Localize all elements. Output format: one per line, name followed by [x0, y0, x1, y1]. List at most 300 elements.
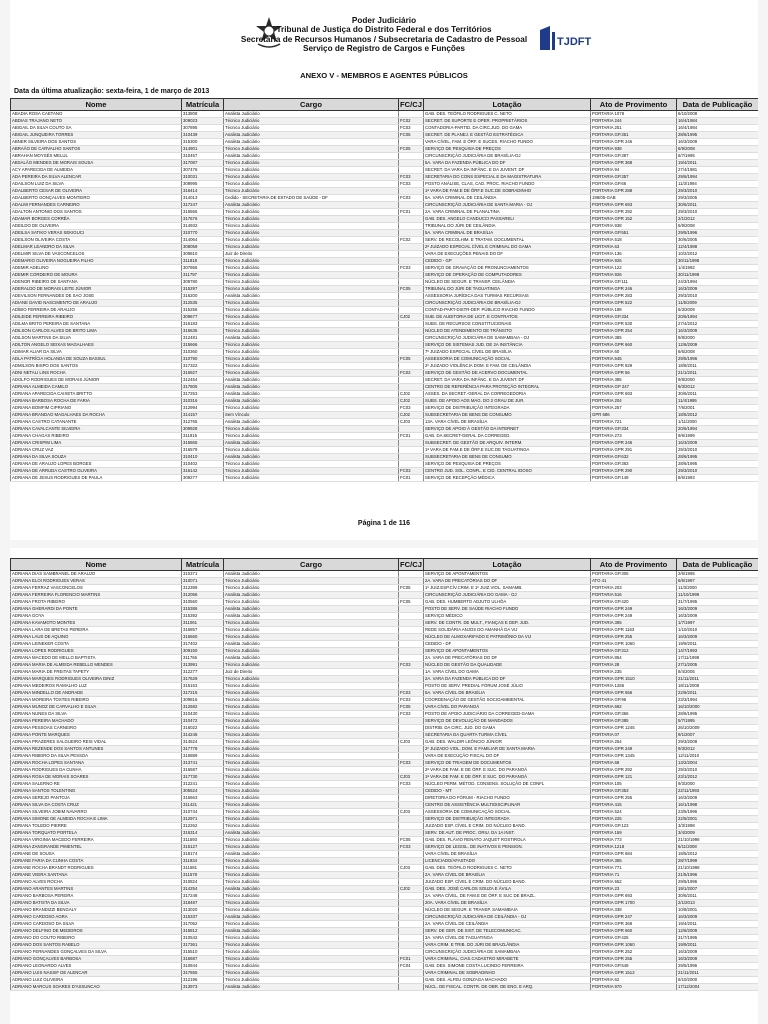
name-cell: ADELMAR LEANDRO DA SILVA — [11, 244, 182, 251]
name-cell: ADRIANA REZENDE DOS SANTOS ANTUNES — [11, 746, 182, 753]
name-cell: ADRIANA MINDELLO DE ANDRADE — [11, 690, 182, 697]
unit-cell: CIRCUNSCRIÇÃO JUDICIÁRIA DE SAMAMBAIA — [424, 949, 591, 956]
document-page-1 — [10, 0, 758, 540]
appointment-act-cell: PORTARIA GP.148 — [591, 475, 677, 482]
name-cell: ADRIANO LUIZ OLIVEIRA — [11, 977, 182, 984]
table-row — [11, 279, 759, 286]
table-row — [11, 475, 759, 482]
unit-cell: COORDENAÇÃO DE GESTÃO SOCIOAMBIENTAL — [424, 697, 591, 704]
function-cell — [399, 928, 424, 935]
registration-cell: 315687 — [182, 956, 224, 963]
position-cell: Cedido - SECRETARIA DE ESTADO DE SAÚDE - DF — [224, 195, 399, 202]
function-cell — [399, 802, 424, 809]
table-row — [11, 321, 759, 328]
name-cell: ADRIANA MUNOZ DE CARVALHO E SILVA — [11, 704, 182, 711]
publication-date-cell: 27/4/2012 — [677, 321, 759, 328]
position-cell: Técnico Judiciário — [224, 160, 399, 167]
position-cell: Analista Judiciário — [224, 440, 399, 447]
unit-cell: VARA DE EXECUÇÕES PENAIS DO DF — [424, 251, 591, 258]
function-cell — [399, 461, 424, 468]
appointment-act-cell: PORTARIA 415 — [591, 802, 677, 809]
table-row — [11, 697, 759, 704]
unit-cell: SERVIÇO MÉDICO — [424, 613, 591, 620]
position-cell: Analista Judiciário — [224, 984, 399, 991]
publication-date-cell: 28/6/1995 — [677, 711, 759, 718]
registration-cell: 310744 — [182, 809, 224, 816]
function-cell — [399, 363, 424, 370]
registration-cell: 310542 — [182, 935, 224, 942]
appointment-act-cell: PORTARIA GPR 693 — [591, 202, 677, 209]
registration-cell: 312481 — [182, 335, 224, 342]
publication-date-cell: 2/1/2012 — [677, 216, 759, 223]
function-cell: FC04 — [399, 963, 424, 970]
position-cell: Técnico Judiciário — [224, 725, 399, 732]
publication-date-cell: 14/7/1993 — [677, 648, 759, 655]
position-cell: Técnico Judiciário — [224, 837, 399, 844]
position-cell: Analista Judiciário — [224, 139, 399, 146]
registration-cell: 315635 — [182, 328, 224, 335]
position-cell: Analista Judiciário — [224, 571, 399, 578]
name-cell: ADRIANE ROCHA BRANDT RODRIGUES — [11, 865, 182, 872]
appointment-act-cell: PORTARIA 28 — [591, 662, 677, 669]
name-cell: ADEILDO DE OLIVEIRA — [11, 223, 182, 230]
registration-cell: 315256 — [182, 307, 224, 314]
name-cell: ADRIANE DE SOUSA — [11, 851, 182, 858]
function-cell — [399, 578, 424, 585]
appointment-act-cell: PORTARIA GPR 292 — [591, 209, 677, 216]
publication-date-cell: 28/6/1995 — [677, 454, 759, 461]
name-cell: ADRIANA FERRAZ VASCONCELOS — [11, 585, 182, 592]
publication-date-cell: 19/9/2011 — [677, 641, 759, 648]
appointment-act-cell: PORTARIA 244 — [591, 118, 677, 125]
publication-date-cell: 29/5/1996 — [677, 230, 759, 237]
publication-date-cell: 1/10/2010 — [677, 627, 759, 634]
function-cell — [399, 613, 424, 620]
function-cell — [399, 970, 424, 977]
unit-cell: 2º JUIZADO VIOLÊNCIA DOM. E FAM. DE CEILÂNDIA — [424, 363, 591, 370]
registration-cell: 312056 — [182, 592, 224, 599]
function-cell — [399, 627, 424, 634]
position-cell: Técnico Judiciário — [224, 578, 399, 585]
function-cell — [399, 641, 424, 648]
publication-date-cell: 1/7/1997 — [677, 620, 759, 627]
registration-header: Matrícula — [182, 559, 224, 571]
publication-date-cell: 9/3/2012 — [677, 746, 759, 753]
unit-cell: 20A. VARA CÍVEL DE BRASÍLIA — [424, 900, 591, 907]
function-cell: FC03 — [399, 174, 424, 181]
name-cell: ADILEIDE FERREIRA RIBEIRO — [11, 314, 182, 321]
publication-date-cell: 30/6/2011 — [677, 202, 759, 209]
position-cell: Técnico Judiciário — [224, 286, 399, 293]
registration-cell: 314932 — [182, 223, 224, 230]
appointment-act-cell: PORTARIA GPR 56 — [591, 370, 677, 377]
appointment-act-cell: PORTARIA GPR 292 — [591, 767, 677, 774]
table-row — [11, 970, 759, 977]
publication-date-cell: 23/1/2012 — [677, 774, 759, 781]
function-cell: FC05 — [399, 704, 424, 711]
appointment-act-cell: PORTARIA GPR 249 — [591, 613, 677, 620]
name-cell: ABRAHAN MOYSÉS MELUL — [11, 153, 182, 160]
name-cell: ADRIANA TORQUATO PORTELA — [11, 830, 182, 837]
function-header: FC/CJ — [400, 560, 422, 569]
table-row — [11, 816, 759, 823]
position-cell: Técnico Judiciário — [224, 907, 399, 914]
function-cell — [399, 816, 424, 823]
function-cell: FC03 — [399, 265, 424, 272]
name-cell: ADRIANA DA SILVA SOUZA — [11, 454, 182, 461]
name-cell: ADRIANO BRANDIZZI BENGALY — [11, 907, 182, 914]
publication-date-cell: 20/6/1994 — [677, 314, 759, 321]
unit-cell: SUBSECRETARIA DE BENS DE CONSUMO — [424, 412, 591, 419]
registration-cell: 317248 — [182, 893, 224, 900]
function-cell — [399, 606, 424, 613]
publication-date-cell: 2/1/2013 — [677, 900, 759, 907]
table-row — [11, 230, 759, 237]
unit-cell: SUBSECRETARIA DE BENS DE CONSUMO — [424, 454, 591, 461]
position-cell: Juiz de Direito — [224, 669, 399, 676]
publication-date-cell: 17/12/2004 — [677, 984, 759, 991]
table-row — [11, 893, 759, 900]
name-cell: ADRIANO BATISTA DA SILVA — [11, 900, 182, 907]
appointment-act-cell: PORTARIA 68 — [591, 760, 677, 767]
name-cell: ADRIANA CASTRO CATANANTE — [11, 419, 182, 426]
table-row — [11, 956, 759, 963]
publication-date-cell: 9/3/2012 — [677, 384, 759, 391]
name-cell: ADALBERTO CESAR DE OLIVEIRA — [11, 188, 182, 195]
function-cell: FC01 — [399, 475, 424, 482]
registration-cell: 309677 — [182, 314, 224, 321]
last-update-label: Data da última atualização: — [14, 88, 104, 95]
position-cell: Analista Judiciário — [224, 830, 399, 837]
name-cell: ADRIANA LAUS DE AQUINO — [11, 634, 182, 641]
table-row — [11, 585, 759, 592]
publication-date-header: Data de Publicação — [677, 99, 759, 111]
unit-cell: 2A. VARA DE PRECATÓRIAS DO DF — [424, 578, 591, 585]
function-cell: CJ03 — [399, 739, 424, 746]
name-cell: ADRIANA VIRGINIA MACEDO FERREIRA — [11, 837, 182, 844]
name-cell: ACY APARECIDA DE ALMEIDA — [11, 167, 182, 174]
publication-date-cell: 6/9/2008 — [677, 146, 759, 153]
unit-cell: NÚCLEO DE SEGUR. E TRANSP. CEILÂNDIA — [424, 279, 591, 286]
publication-date-cell: 11/10/1999 — [677, 592, 759, 599]
name-cell: ADILTON ANGELO SEIXAS MAGALHAES — [11, 342, 182, 349]
last-update — [14, 88, 209, 95]
function-cell — [399, 139, 424, 146]
appointment-act-cell: PORTARIA 721 — [591, 419, 677, 426]
function-cell — [399, 426, 424, 433]
table-row — [11, 788, 759, 795]
unit-cell: SUBS. DE RECURSOS CONSTITUCIONAIS — [424, 321, 591, 328]
tjdft-logo — [540, 26, 598, 50]
unit-cell: CIRCUNSCRIÇÃO JUDICIÁRIA DE SAMAMBAIA - OJ — [424, 335, 591, 342]
position-header: Cargo — [224, 559, 399, 571]
appointment-act-cell: PORTARIA GPR 1700 — [591, 900, 677, 907]
publication-date-cell: 29/3/2010 — [677, 447, 759, 454]
function-cell — [399, 683, 424, 690]
publication-date-cell: 19/1/2007 — [677, 886, 759, 893]
appointment-act-cell: PORTARIA 926 — [591, 272, 677, 279]
position-cell: Técnico Judiciário — [224, 942, 399, 949]
appointment-act-cell: PORTARIA GPR 1245 — [591, 725, 677, 732]
registration-cell: 310790 — [182, 356, 224, 363]
appointment-act-cell: PORTARIA 94 — [591, 167, 677, 174]
unit-cell: SECRETARIA DO CONS ESPECIAL E DA MAGISTRATURA — [424, 174, 591, 181]
unit-cell: 3A. VARA CÍVEL DE TAGUATINGA — [424, 935, 591, 942]
registration-cell: 315865 — [182, 440, 224, 447]
unit-cell: 1A. VARA CÍVEL DO GAMA — [424, 669, 591, 676]
function-cell: FC05 — [399, 585, 424, 592]
registration-cell: 309780 — [182, 279, 224, 286]
function-cell — [399, 851, 424, 858]
publication-date-cell: 16/3/2009 — [677, 949, 759, 956]
position-cell: Técnico Judiciário — [224, 272, 399, 279]
table-row — [11, 725, 759, 732]
function-cell — [399, 788, 424, 795]
position-cell: Técnico Judiciário — [224, 697, 399, 704]
function-cell: FC05 — [399, 837, 424, 844]
table-row — [11, 886, 759, 893]
publication-date-cell: 1/4/1992 — [677, 265, 759, 272]
appointment-act-cell: PORTARIA 1218 — [591, 844, 677, 851]
table-row — [11, 774, 759, 781]
publication-date-cell: 21/5/1996 — [677, 872, 759, 879]
publication-date-cell: 21/11/2011 — [677, 970, 759, 977]
appointment-act-cell: PORTARIA GPR 1060 — [591, 942, 677, 949]
table-row — [11, 384, 759, 391]
table-row — [11, 167, 759, 174]
name-cell: ADILSON CARLOS ALVES DE BRITO LIMA — [11, 328, 182, 335]
appointment-act-cell: PORTARIA GPR 249 — [591, 746, 677, 753]
registration-cell: 309995 — [182, 181, 224, 188]
unit-cell: NÚCLEO DE ATENDIMENTO DE TRÂNSITO — [424, 328, 591, 335]
name-cell: ADIANE DAVID NASCIMENTO DE ARAUJO — [11, 300, 182, 307]
registration-cell: 310457 — [182, 153, 224, 160]
registration-cell: 307866 — [182, 265, 224, 272]
table-row — [11, 704, 759, 711]
function-cell: CJ02 — [399, 412, 424, 419]
position-cell: Técnico Judiciário — [224, 223, 399, 230]
table-row — [11, 265, 759, 272]
function-cell: FC02 — [399, 118, 424, 125]
table-row — [11, 377, 759, 384]
function-cell: FC03 — [399, 760, 424, 767]
name-cell: ADRIANO CARDOSO AGRA — [11, 914, 182, 921]
function-cell — [399, 440, 424, 447]
appointment-act-cell: PORTARIA GP.366 — [591, 711, 677, 718]
unit-cell: GAB. DES. JOSÉ CARLOS SOUZA E ÁVILA — [424, 886, 591, 893]
appointment-act-cell: PORTARIA GPR 290 — [591, 468, 677, 475]
position-cell: Técnico Judiciário — [224, 468, 399, 475]
publication-date-cell: 21/10/1998 — [677, 837, 759, 844]
function-cell — [399, 676, 424, 683]
appointment-act-cell: PORTARIA 854 — [591, 655, 677, 662]
registration-cell: 310031 — [182, 174, 224, 181]
appointment-act-cell: PORTARIA GPR 288 — [591, 188, 677, 195]
unit-header: Lotação — [424, 559, 591, 571]
registration-cell: 314013 — [182, 195, 224, 202]
position-cell: Técnico Judiciário — [224, 690, 399, 697]
registration-cell: 315386 — [182, 606, 224, 613]
publication-date-cell: 7/6/2001 — [677, 405, 759, 412]
table-row — [11, 398, 759, 405]
table-row — [11, 865, 759, 872]
name-cell: ADRIANA SILVEIRA JOBIM NAVARRO — [11, 809, 182, 816]
registration-cell: 317655 — [182, 970, 224, 977]
appointment-act-cell: PORTARIA GPR 656 — [591, 690, 677, 697]
unit-cell: CEDIDO - DF — [424, 641, 591, 648]
publication-date-cell: 6/6/2008 — [677, 349, 759, 356]
position-cell: Analista Judiciário — [224, 606, 399, 613]
publication-date-cell: 28/6/1995 — [677, 461, 759, 468]
appointment-act-cell: PORTARIA 365 — [591, 858, 677, 865]
registration-cell: 310316 — [182, 398, 224, 405]
unit-cell: POSTO DE SERV. DE SAÚDE RIACHO FUNDO — [424, 606, 591, 613]
unit-cell: 5A. VARA DA FAZENDA PÚBLICA DO DF — [424, 160, 591, 167]
appointment-act-cell: PORTARIA 273 — [591, 433, 677, 440]
publication-date-cell: 18/8/2011 — [677, 363, 759, 370]
registration-cell: 315392 — [182, 613, 224, 620]
table-row — [11, 746, 759, 753]
registration-cell: 311061 — [182, 620, 224, 627]
registration-cell: 315663 — [182, 795, 224, 802]
function-cell: FC02 — [399, 237, 424, 244]
function-header: FC/CJ — [400, 100, 422, 109]
function-cell — [399, 669, 424, 676]
function-cell — [399, 795, 424, 802]
name-cell: ADRIANA BRANDAO MAGALHAES DA ROCHA — [11, 412, 182, 419]
position-cell: Técnico Judiciário — [224, 447, 399, 454]
registration-cell: 312196 — [182, 977, 224, 984]
name-cell: ADRIANO DO COUTO RIBEIRO — [11, 935, 182, 942]
unit-cell: SUBSECRET. DE GESTÃO DE ARQUIV. INTERM. — [424, 440, 591, 447]
publication-date-cell: 16/3/2009 — [677, 139, 759, 146]
publication-date-cell: 23/3/1994 — [677, 697, 759, 704]
registration-cell: 305524 — [182, 788, 224, 795]
function-cell — [399, 454, 424, 461]
unit-cell: ASSESSORIA JURÍDICA DAS TURMAS RECURSAIS — [424, 293, 591, 300]
name-header: Nome — [11, 99, 182, 111]
unit-cell: SECRETARIA DA QUARTA TURMA CÍVEL — [424, 732, 591, 739]
position-cell: Técnico Judiciário — [224, 209, 399, 216]
registration-cell: 311766 — [182, 655, 224, 662]
name-cell: ADRIANA DE ARRUDA CASTRO OLIVEIRA — [11, 468, 182, 475]
table-row — [11, 202, 759, 209]
unit-cell: LICENCIADO/AFASTADO — [424, 858, 591, 865]
registration-cell: 317253 — [182, 391, 224, 398]
name-cell: ADRIANE VIEIRA SANTANA — [11, 872, 182, 879]
position-cell: Técnico Judiciário — [224, 146, 399, 153]
unit-cell: CONTAD-PART-DISTR-DEP. PÚBLICO RIACHO FUNDO — [424, 307, 591, 314]
table-row — [11, 363, 759, 370]
table-row — [11, 244, 759, 251]
unit-cell: SERVIÇO DE OPERAÇÃO DE COMPUTADORES — [424, 272, 591, 279]
table-row — [11, 314, 759, 321]
name-cell: ADRIANA LARA DE BRETAS PEREIRA — [11, 627, 182, 634]
function-cell: CJ02 — [399, 391, 424, 398]
table-row — [11, 984, 759, 991]
table-row — [11, 440, 759, 447]
table-row — [11, 335, 759, 342]
position-cell: Técnico Judiciário — [224, 118, 399, 125]
unit-cell: SERV. DE AUT. DE PROC. ORIU. DA 1A INST. — [424, 830, 591, 837]
unit-cell: SECRET. DA VARA DA INFÂNC. E DA JUVENT. DF — [424, 377, 591, 384]
publication-date-cell: 16/3/2009 — [677, 286, 759, 293]
unit-cell: TRIBUNAL DO JÚRI DE CEILÂNDIA — [424, 223, 591, 230]
function-cell — [399, 571, 424, 578]
appointment-act-cell: PORTARIA 1286 — [591, 683, 677, 690]
position-cell: Técnico Judiciário — [224, 809, 399, 816]
unit-cell: GAB. DES. TEÓFILO RODRIGUES C. NETO — [424, 865, 591, 872]
appointment-act-cell: PORTARIA 23 — [591, 886, 677, 893]
registration-cell: 318487 — [182, 900, 224, 907]
unit-cell: SERVIÇO DE SISTEMAS JUD. DE 2A INSTÂNCIA — [424, 342, 591, 349]
registration-cell: 316579 — [182, 447, 224, 454]
registration-cell: 313973 — [182, 984, 224, 991]
unit-cell: SERVIÇO DE GESTÃO DE ACERVO DOCUMENTAL — [424, 370, 591, 377]
table-row — [11, 286, 759, 293]
position-cell: Técnico Judiciário — [224, 900, 399, 907]
name-cell: ADRIANO GONÇALVES BARBOSA — [11, 956, 182, 963]
position-cell: Técnico Judiciário — [224, 956, 399, 963]
registration-cell: 314064 — [182, 237, 224, 244]
table-row — [11, 195, 759, 202]
publication-date-cell: 27/4/1981 — [677, 167, 759, 174]
unit-cell: SERV. DE CONTR. DE MULT., FIANÇAS E DEP. JUD. — [424, 620, 591, 627]
function-cell — [399, 272, 424, 279]
publication-date-cell: 9/3/2000 — [677, 781, 759, 788]
unit-cell: GAB. DES. HUMBERTO ADJUTO ULHÔA — [424, 599, 591, 606]
name-cell: ADALMI FERNANDES CARNEIRO — [11, 202, 182, 209]
position-cell: Técnico Judiciário — [224, 585, 399, 592]
appointment-act-cell: PORTARIA GPR 693 — [591, 391, 677, 398]
publication-date-cell: 9/8/2000 — [677, 335, 759, 342]
position-cell: Analista Judiciário — [224, 851, 399, 858]
publication-date-cell: 3/3/1998 — [677, 823, 759, 830]
appointment-act-cell: PORTARIA 204 — [591, 398, 677, 405]
function-cell — [399, 251, 424, 258]
table-row — [11, 872, 759, 879]
unit-cell: 1ª VARA DE FAM.E DE ÓRF.E SUC.DE TAGUATINGA — [424, 447, 591, 454]
position-cell: Técnico Judiciário — [224, 174, 399, 181]
name-cell: ADA PEREIRA DA SILVA ALENCAR — [11, 174, 182, 181]
position-cell: Técnico Judiciário — [224, 816, 399, 823]
position-cell: Técnico Judiciário — [224, 230, 399, 237]
unit-cell: NÚCLEO DE GESTÃO DA QUALIDADE — [424, 662, 591, 669]
name-cell: ADEMIR CORDEIRO DE MOURA — [11, 272, 182, 279]
name-cell: ADRIANA DE JESUS RODRIGUES DE PAULA — [11, 475, 182, 482]
name-cell: ADRIANA SILVA DA COSTA CRUZ — [11, 802, 182, 809]
function-cell — [399, 746, 424, 753]
appointment-act-cell: PORTARIA 395 — [591, 620, 677, 627]
table-row — [11, 139, 759, 146]
unit-cell: VARA CRIMINAL, CIAS.CADASTRO MIRABETE — [424, 956, 591, 963]
name-cell: ADRIANA PONTE MARQUES — [11, 732, 182, 739]
table-body-page-2 — [11, 571, 759, 991]
table-row — [11, 641, 759, 648]
position-cell: Analista Judiciário — [224, 335, 399, 342]
appointment-act-cell: PORTARIA GP.385 — [591, 718, 677, 725]
publication-date-cell: 22/11/1993 — [677, 788, 759, 795]
position-cell: Técnico Judiciário — [224, 774, 399, 781]
registration-cell: 312454 — [182, 377, 224, 384]
unit-cell: DIRETORIA DO FÓRUM - RIACHO FUNDO — [424, 795, 591, 802]
appointment-act-cell: PORTARIA 254 — [591, 739, 677, 746]
registration-cell: 313808 — [182, 111, 224, 118]
registration-cell: 311581 — [182, 865, 224, 872]
registration-cell: 317778 — [182, 746, 224, 753]
unit-cell: SERVIÇO DE DISTRIBUIÇÃO INTEGRADA — [424, 816, 591, 823]
publication-date-cell: 29/3/2010 — [677, 293, 759, 300]
